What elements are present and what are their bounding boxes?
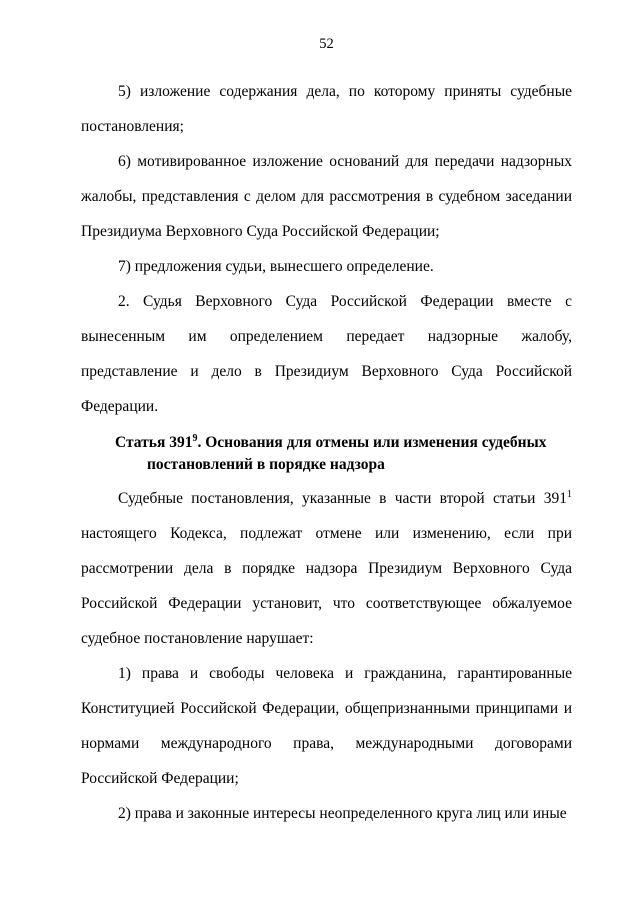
list-item-7: 7) предложения судьи, вынесшего определение. xyxy=(118,258,434,275)
list-item-2: 2) права и законные интересы неопределенного круга лиц или иные xyxy=(118,805,567,822)
paragraph-part-3-text-after: настоящего Кодекса, подлежат отмене или изменению, если при рассмотрении дела в порядке надзора Президиум Верховного Суда Российской Федерации установит, что соответствующее обжалуемое судебное постановление нарушает: xyxy=(81,525,572,647)
paragraph-part-3-text-before: Судебные постановления, указанные в части второй статьи 391 xyxy=(118,490,567,507)
paragraph-part-3 xyxy=(81,481,572,656)
article-heading-title: . Основания для отмены или изменения судебных постановлений в порядке надзора xyxy=(147,434,547,473)
article-number-superscript: 9 xyxy=(192,432,198,444)
article-heading xyxy=(81,432,572,476)
list-item-5: 5) изложение содержания дела, по которому приняты судебные постановления; xyxy=(81,83,572,135)
list-item-1: 1) права и свободы человека и гражданина, гарантированные Конституцией Российской Федерации, общепризнанными принципами и нормами международного права, международными договорами Российской Федерации; xyxy=(81,665,572,787)
list-item-6: 6) мотивированное изложение оснований для передачи надзорных жалобы, представления с делом для рассмотрения в судебном заседании Президиума Верховного Суда Российской Федерации; xyxy=(81,153,572,240)
article-heading-prefix: Статья 391 xyxy=(115,434,193,451)
statute-reference-superscript: 1 xyxy=(567,488,572,500)
paragraph-part-2: 2. Судья Верховного Суда Российской Федерации вместе с вынесенным им определением передает надзорные жалобу, представление и дело в Президиум Верховного Суда Российской Федерации. xyxy=(81,293,572,415)
page-number: 52 xyxy=(319,36,334,52)
